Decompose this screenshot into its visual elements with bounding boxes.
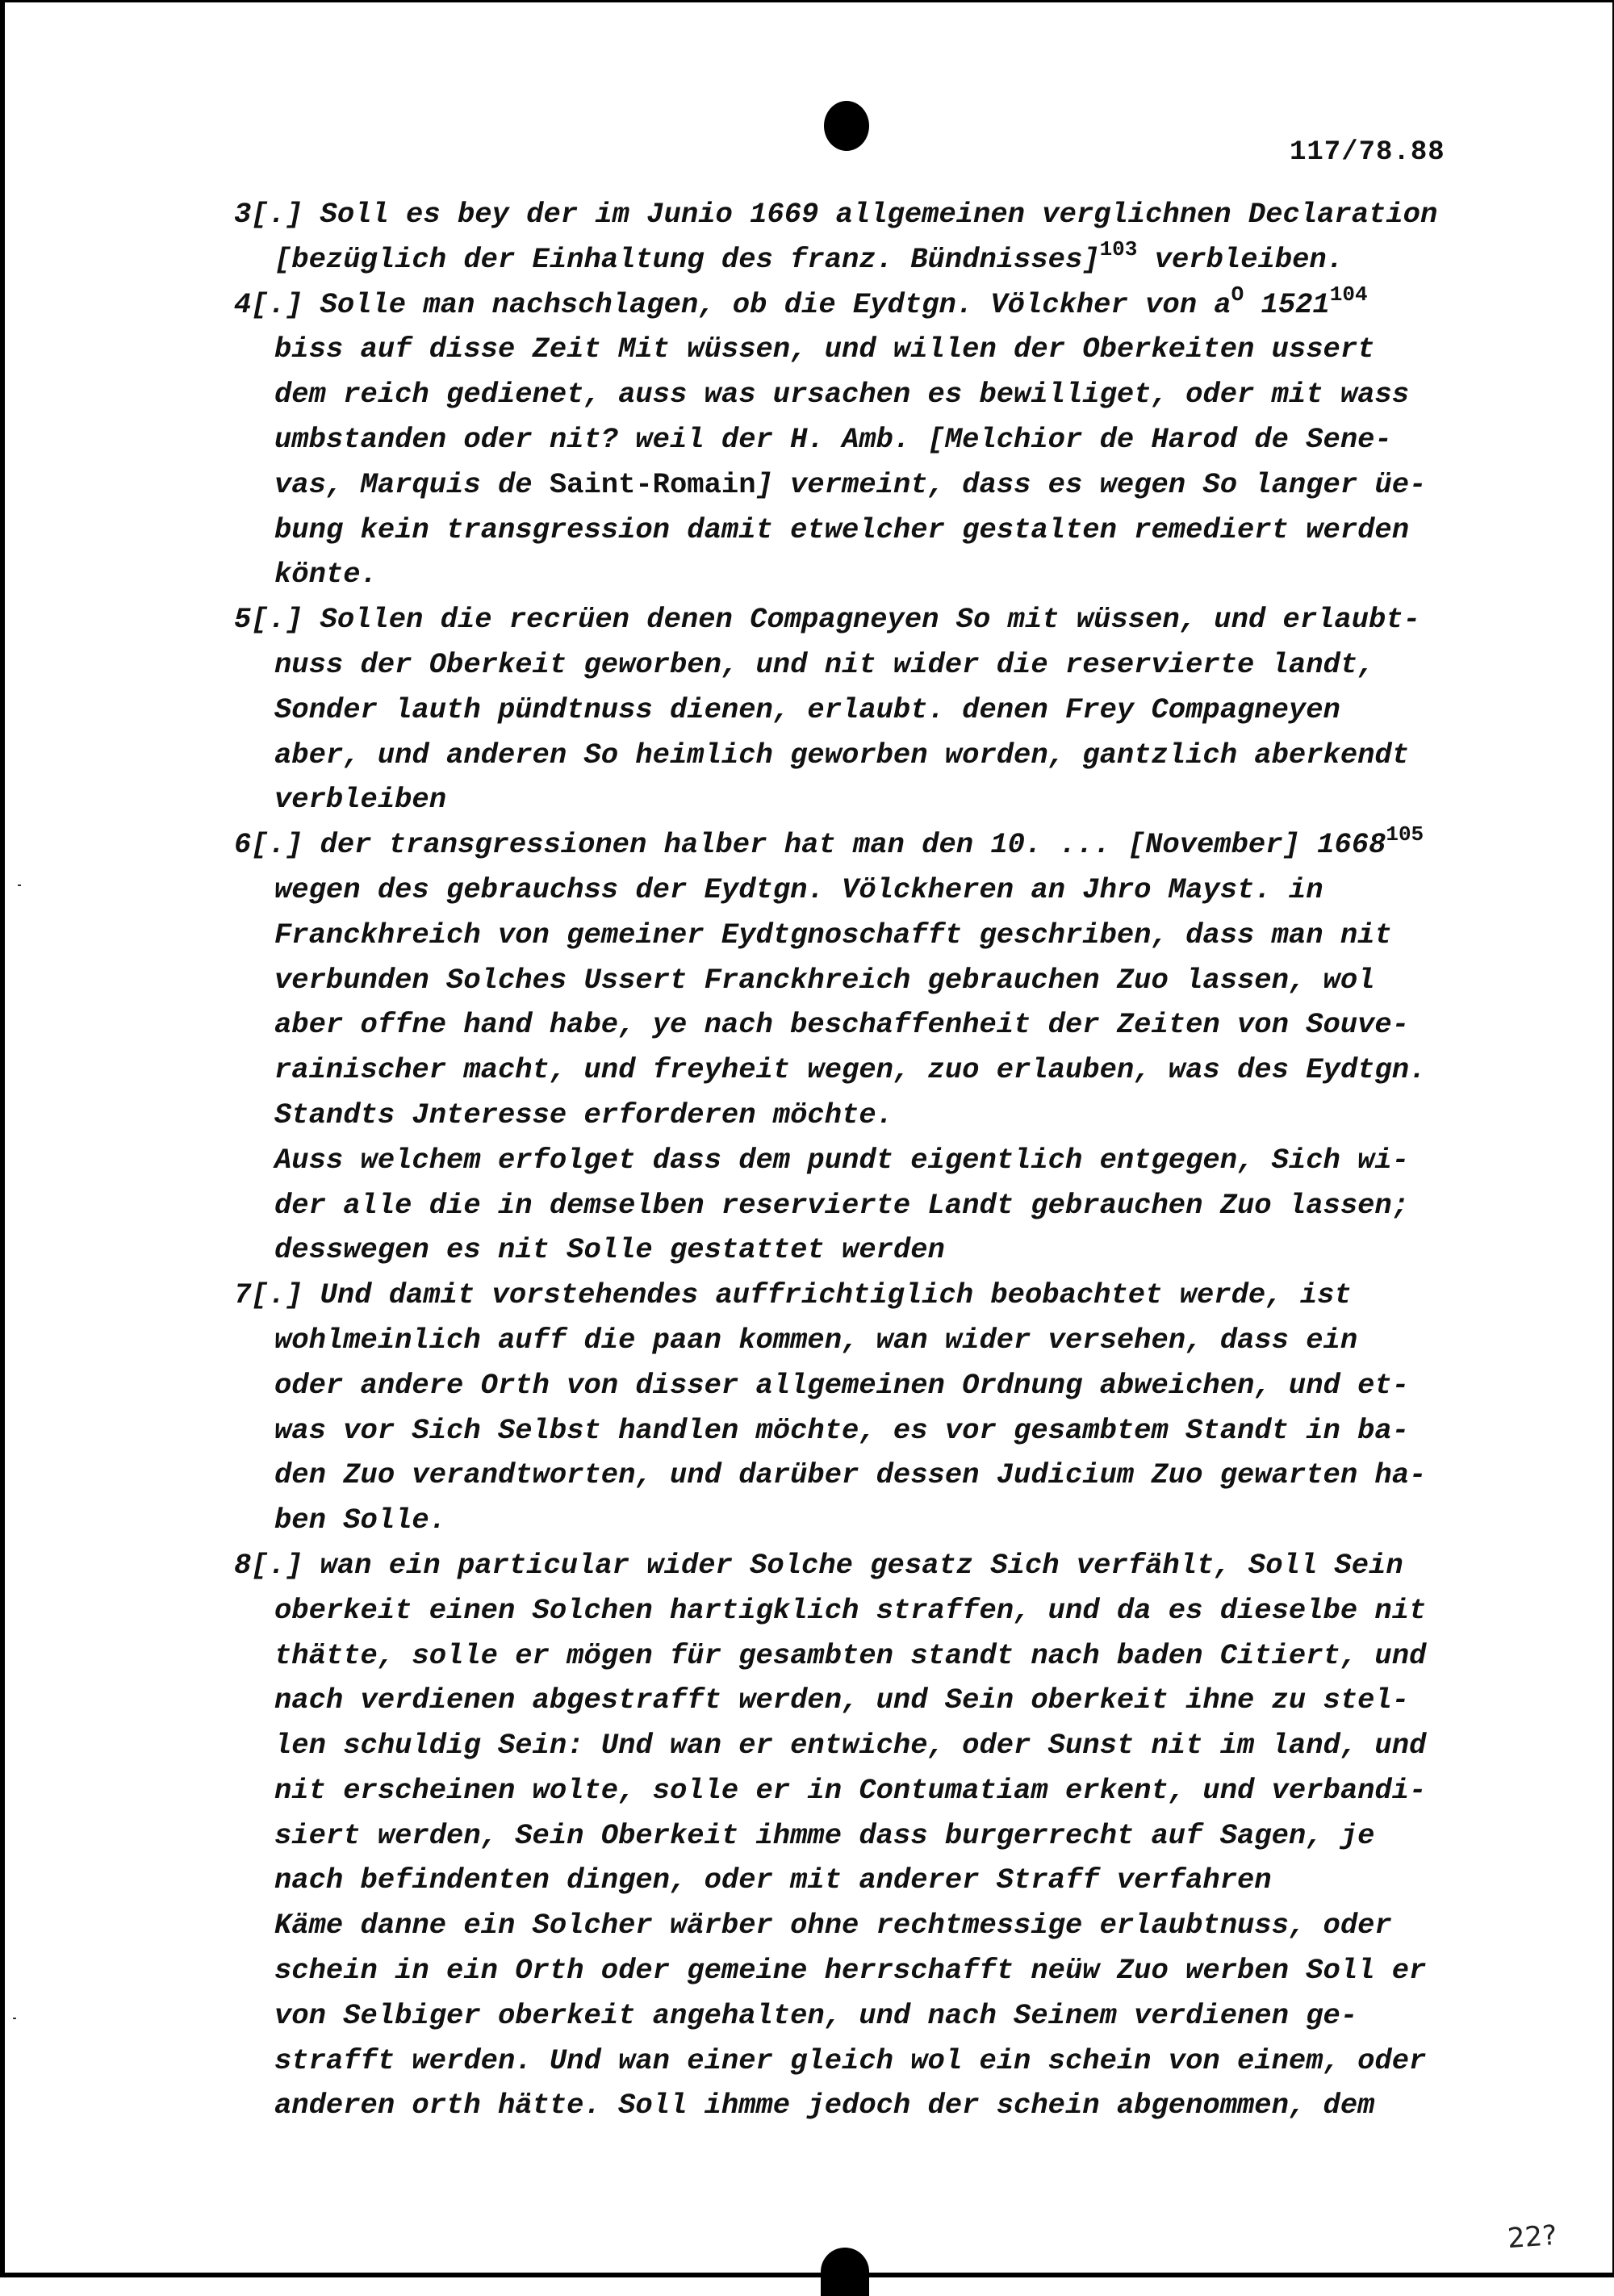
paragraph-7-line-5: den Zuo verandtworten, und darüber dessen Judicium Zuo gewarten ha- — [274, 1458, 1427, 1492]
paragraph-7-line-6: ben Solle. — [274, 1503, 447, 1537]
paragraph-8-line-11: von Selbiger oberkeit angehalten, und nach Seinem verdienen ge- — [274, 1998, 1358, 2032]
paragraph-5-line-2: nuss der Oberkeit geworben, und nit wider die reservierte landt, — [274, 647, 1375, 681]
paragraph-7-line-1: 7[.] Und damit vorstehendes auffrichtiglich beobachtet werde, ist — [234, 1278, 1352, 1312]
paragraph-6-line-4: verbunden Solches Ussert Franckhreich gebrauchen Zuo lassen, wol — [274, 963, 1375, 997]
paragraph-5-line-3: Sonder lauth pündtnuss dienen, erlaubt. denen Frey Compagneyen — [274, 692, 1340, 726]
paragraph-8-line-10: schein in ein Orth oder gemeine herrschafft neüw Zuo werben Soll er — [274, 1954, 1427, 1988]
line-text: 4[.] Solle man nachschlagen, ob die Eydtgn. Völckher von a — [234, 287, 1231, 321]
paragraph-7-line-3: oder andere Orth von disser allgemeinen Ordnung abweichen, und et- — [274, 1368, 1410, 1402]
footnote-ref-103: 103 — [1099, 236, 1138, 261]
margin-speck — [13, 2018, 16, 2019]
paragraph-5-line-5: verbleiben — [274, 783, 447, 817]
paragraph-7-line-4: was vor Sich Selbst handlen möchte, es vor gesambtem Standt in ba- — [274, 1413, 1410, 1447]
punch-hole-top-icon — [824, 101, 869, 151]
paragraph-6-line-9: der alle die in demselben reservierte Landt gebrauchen Zuo lassen; — [274, 1188, 1410, 1222]
line-text: 6[.] der transgressionen halber hat man den 10. ... [November] 1668 — [234, 828, 1386, 862]
paragraph-4-line-4: umbstanden oder nit? weil der H. Amb. [Melchior de Harod de Sene- — [274, 422, 1392, 456]
paragraph-8-line-13: anderen orth hätte. Soll ihmme jedoch der schein abgenommen, dem — [274, 2089, 1375, 2122]
handwritten-page-number: 22? — [1506, 2219, 1558, 2256]
paragraph-3-line-2 — [234, 237, 1493, 282]
footnote-ref-104: 104 — [1329, 282, 1368, 307]
paragraph-8-line-4: nach verdienen abgestrafft werden, und Sein oberkeit ihne zu stel- — [274, 1683, 1410, 1717]
paragraph-4-line-1 — [234, 282, 1493, 328]
paragraph-6-line-6: rainischer macht, und freyheit wegen, zuo erlauben, was des Eydtgn. — [274, 1053, 1427, 1087]
paragraph-3-line-1: 3[.] Soll es bey der im Junio 1669 allgemeinen verglichnen Declaration — [234, 198, 1438, 231]
paragraph-4-line-3: dem reich gedienet, auss was ursachen es bewilliget, oder mit wass — [274, 378, 1410, 412]
line-text: [bezüglich der Einhaltung des franz. Bündnisses] — [274, 242, 1100, 276]
document-body — [234, 192, 1493, 2128]
paragraph-8-line-12: strafft werden. Und wan einer gleich wol ein schein von einem, oder — [274, 2043, 1427, 2077]
line-text: verbleiben. — [1137, 242, 1344, 276]
paragraph-8-line-6: nit erscheinen wolte, solle er in Contumatiam erkent, und verbandi- — [274, 1773, 1427, 1807]
superscript-o: O — [1231, 282, 1244, 307]
paragraph-5-line-4: aber, und anderen So heimlich geworben worden, gantzlich aberkendt — [274, 738, 1410, 772]
footnote-ref-105: 105 — [1386, 822, 1424, 847]
paragraph-6-line-8: Auss welchem erfolget dass dem pundt eigentlich entgegen, Sich wi- — [274, 1143, 1410, 1177]
paragraph-8-line-1: 8[.] wan ein particular wider Solche gesatz Sich verfählt, Soll Sein — [234, 1548, 1403, 1582]
paragraph-4-line-6: bung kein transgression damit etwelcher gestalten remediert werden — [274, 512, 1410, 546]
paragraph-4-line-2: biss auf disse Zeit Mit wüssen, und willen der Oberkeiten ussert — [274, 332, 1375, 366]
bold-name: Saint-Romain — [549, 467, 756, 501]
paragraph-8-line-7: siert werden, Sein Oberkeit ihmme dass burgerrecht auf Sagen, je — [274, 1818, 1375, 1852]
line-text: 1521 — [1244, 287, 1330, 321]
line-text: ] vermeint, dass es wegen So langer üe- — [755, 467, 1427, 501]
punch-hole-bottom-icon — [821, 2248, 869, 2296]
paragraph-6-line-2: wegen des gebrauchss der Eydtgn. Völckheren an Jhro Mayst. in — [274, 872, 1323, 906]
paragraph-8-line-2: oberkeit einen Solchen hartigklich straffen, und da es dieselbe nit — [274, 1593, 1427, 1627]
reference-number: 117/78.88 — [1290, 137, 1445, 168]
paragraph-6-line-3: Franckhreich von gemeiner Eydtgnoschafft geschriben, dass man nit — [274, 918, 1392, 951]
paragraph-7-line-2: wohlmeinlich auff die paan kommen, wan wider versehen, dass ein — [274, 1323, 1358, 1357]
scan-border-top — [0, 0, 1614, 2]
paragraph-6-line-7: Standts Jnteresse erforderen möchte. — [274, 1098, 893, 1131]
paragraph-8-line-5: len schuldig Sein: Und wan er entwiche, oder Sunst nit im land, und — [274, 1729, 1427, 1763]
paragraph-6-line-1 — [234, 822, 1493, 868]
margin-speck — [18, 885, 21, 886]
paragraph-5-line-1: 5[.] Sollen die recrüen denen Compagneyen So mit wüssen, und erlaubt- — [234, 603, 1420, 637]
paragraph-6-line-5: aber offne hand habe, ye nach beschaffenheit der Zeiten von Souve- — [274, 1008, 1410, 1042]
paragraph-8-line-3: thätte, solle er mögen für gesambten standt nach baden Citiert, und — [274, 1638, 1427, 1672]
line-text: vas, Marquis de — [274, 467, 550, 501]
scan-border-left — [0, 0, 5, 2277]
paragraph-8-line-9: Käme danne ein Solcher wärber ohne rechtmessige erlaubtnuss, oder — [274, 1909, 1392, 1943]
paragraph-6-line-10: desswegen es nit Solle gestattet werden — [274, 1233, 945, 1267]
paragraph-4-line-5 — [234, 462, 1493, 508]
paragraph-4-line-7: könte. — [274, 558, 378, 592]
scan-border-bottom — [0, 2273, 1614, 2277]
paragraph-8-line-8: nach befindenten dingen, oder mit anderer Straff verfahren — [274, 1863, 1272, 1897]
